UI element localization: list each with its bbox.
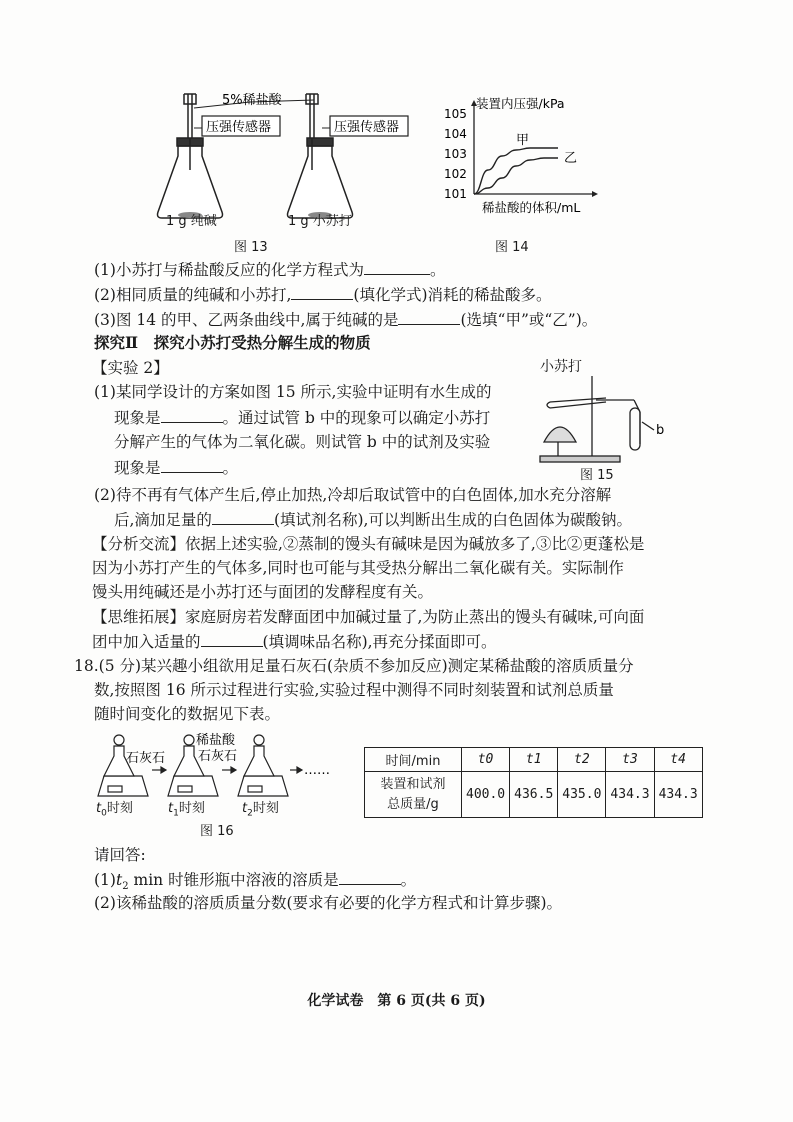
table-mass-cell: 434.3 [606,772,654,818]
extend-l2: 团中加入适量的 (填调味品名称),再充分揉面即可。 [92,630,497,653]
explore2-title: 探究Ⅱ 探究小苏打受热分解生成的物质 [94,333,371,352]
analysis-l2: 因为小苏打产生的气体多,同时也可能与其受热分解出二氧化碳有关。实际制作 [92,559,624,577]
exp2-title: 【实验 2】 [92,359,169,377]
figure-14-chart [438,96,608,226]
q1-line1: (1)小苏打与稀盐酸反应的化学方程式为 。 [94,258,445,281]
page-footer: 化学试卷 第 6 页(共 6 页) [307,993,486,1009]
table-time-cell: t3 [606,748,654,772]
y-axis-label: 装置内压强/kPa [476,96,565,111]
sensor-left-label: 压强传感器 [206,120,272,135]
flask-left-label: 1 g 纯碱 [166,214,217,229]
table-mass-cell: 436.5 [510,772,558,818]
y-tick-label: 102 [444,167,467,181]
table-mass-cell: 435.0 [558,772,606,818]
fig16-caption: 图 16 [200,824,234,839]
x-axis-label: 稀盐酸的体积/mL [482,200,581,215]
q18-sub2: (2)该稀盐酸的溶质质量分数(要求有必要的化学方程式和计算步骤)。 [94,894,563,912]
q18-l3: 随时间变化的数据见下表。 [94,705,281,723]
extend-l1: 【思维拓展】家庭厨房若发酵面团中加碱过量了,为防止蒸出的馒头有碱味,可向面 [92,608,645,626]
q1-line2: (2)相同质量的纯碱和小苏打, (填化学式)消耗的稀盐酸多。 [94,283,552,306]
analysis-l1: 【分析交流】依据上述实验,②蒸制的馒头有碱味是因为碱放多了,③比②更蓬松是 [92,535,645,553]
series-label: 甲 [516,133,530,148]
q18-l1: 18.(5 分)某兴趣小组欲用足量石灰石(杂质不参加反应)测定某稀盐酸的溶质质量分 [74,657,634,675]
fig15-caption: 图 15 [580,468,614,483]
fig16-stone: 石灰石 [126,751,166,766]
exp2-p1a: (1)某同学设计的方案如图 15 所示,实验中证明有水生成的 [94,383,492,401]
table-row [365,772,703,818]
fig16-stone2: 石灰石 [198,749,238,764]
table-time-cell: t0 [462,748,510,772]
y-tick-label: 105 [444,107,467,121]
y-tick-label: 101 [444,187,467,201]
exp2-p1e: 现象是 。 [114,456,238,479]
analysis-l3: 馒头用纯碱还是小苏打还与面团的发酵程度有关。 [92,583,434,601]
fig16-dots: …… [304,763,330,778]
mass-table [364,747,703,818]
exp2-p1d: 分解产生的气体为二氧化碳。则试管 b 中的试剂及实验 [114,433,491,451]
figure-15 [530,372,680,467]
table-mass-cell: 434.3 [654,772,702,818]
table-mass-cell: 400.0 [462,772,510,818]
table-row [365,748,703,772]
fig16-t2: $t_2$时刻 [242,801,279,819]
flask-left [158,94,223,218]
q18-sub1: $(1)t_2$ min 时锥形瓶中溶液的溶质是 。 [94,868,416,898]
fig15-top-label: 小苏打 [540,359,582,375]
table-header-mass: 装置和试剂 总质量/g [365,772,462,818]
q1-line3: (3)图 14 的甲、乙两条曲线中,属于纯碱的是 (选填“甲”或“乙”)。 [94,308,597,331]
fig16-t1: $t_1$时刻 [168,801,205,819]
figure-13 [150,90,450,230]
q18-l2: 数,按照图 16 所示过程进行实验,实验过程中测得不同时刻装置和试剂总质量 [94,681,614,699]
tube-b-label: b [656,423,665,438]
flask-right-label: 1 g 小苏打 [288,214,352,229]
y-tick-label: 104 [444,127,467,141]
flask-right [288,94,353,218]
sensor-right-label: 压强传感器 [334,120,400,135]
table-time-cell: t1 [510,748,558,772]
table-time-cell: t4 [654,748,702,772]
table-time-cell: t2 [558,748,606,772]
exp2-p1b: 现象是 。通过试管 b 中的现象可以确定小苏打 [114,406,490,429]
fig13-caption: 图 13 [234,240,268,255]
series-line-1 [474,148,558,194]
series-line-2 [474,158,558,194]
exp2-p2a: (2)待不再有气体产生后,停止加热,冷却后取试管中的白色固体,加水充分溶解 [94,486,612,504]
series-label: 乙 [564,151,578,166]
table-header-time: 时间/min [365,748,462,772]
fig14-caption: 图 14 [495,240,529,255]
fig16-t0: $t_0$时刻 [96,801,133,819]
acid-label: 5%稀盐酸 [222,93,282,108]
y-tick-label: 103 [444,147,467,161]
exp2-p2b: 后,滴加足量的 (填试剂名称),可以判断出生成的白色固体为碳酸钠。 [114,508,632,531]
fig16-acid: 稀盐酸 [196,733,236,748]
figure-16 [94,730,354,800]
q18-ask: 请回答: [94,846,146,864]
